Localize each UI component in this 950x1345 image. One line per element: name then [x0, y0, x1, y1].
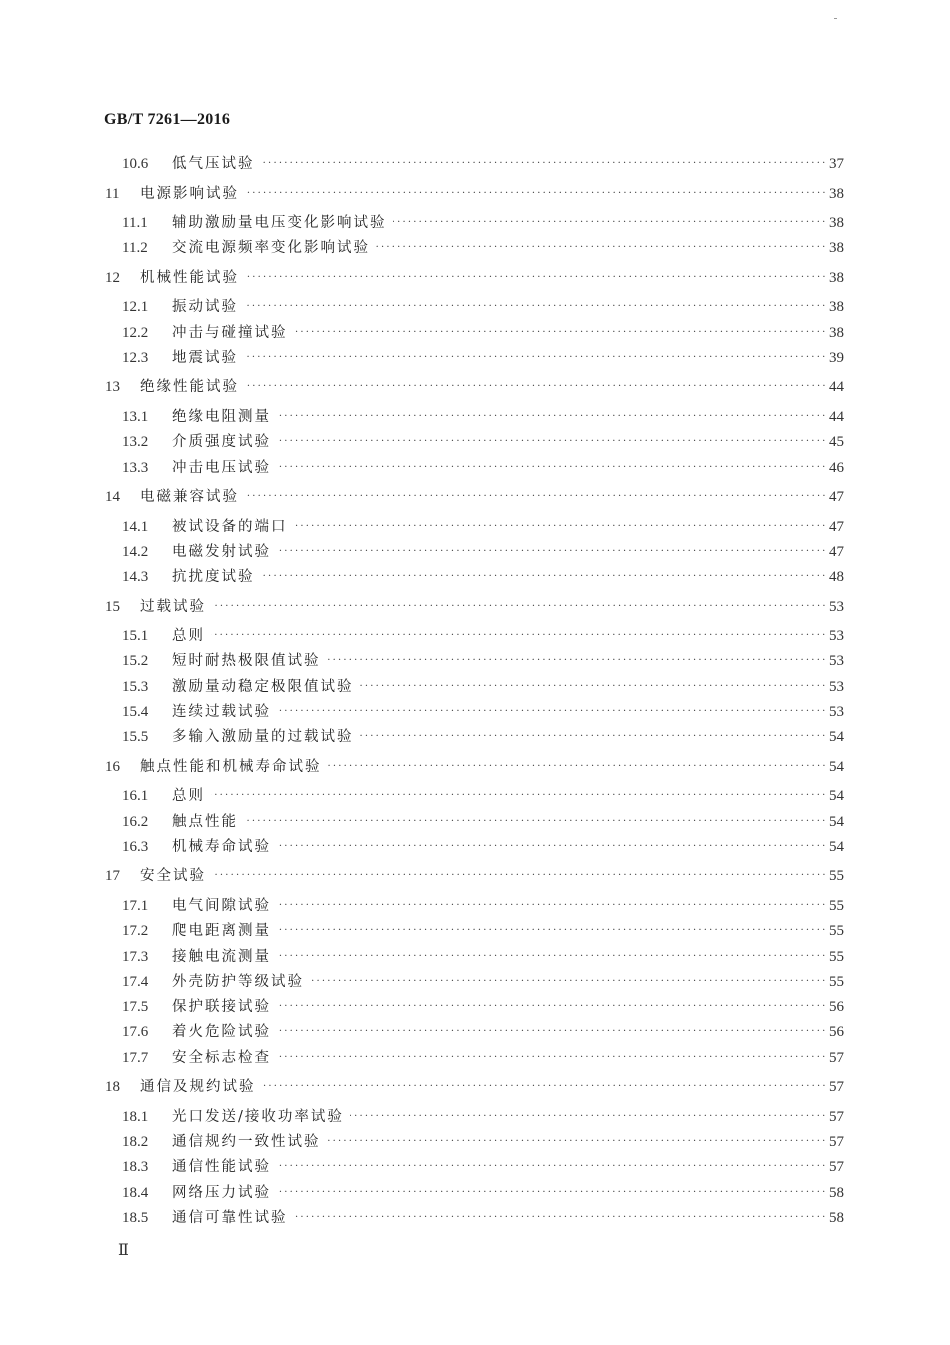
- toc-entry-page: 54: [829, 788, 844, 805]
- toc-entry-title: 爬电距离测量: [172, 919, 277, 943]
- toc-entry[interactable]: [0, 649, 950, 673]
- toc-entry-title: 冲击与碰撞试验: [172, 321, 294, 345]
- toc-entry-page: 58: [829, 1209, 844, 1226]
- toc-entry-number: 18.2: [122, 1134, 149, 1150]
- toc-leader-dots: [150, 595, 828, 619]
- toc-leader-dots: [182, 1020, 828, 1044]
- toc-entry-page: 46: [829, 459, 844, 476]
- toc-entry-number: 15.3: [122, 678, 149, 695]
- toc-entry-title: 安全试验: [140, 864, 212, 888]
- toc-entry-page: 38: [829, 215, 844, 231]
- toc-leader-dots: [182, 784, 828, 808]
- toc-entry[interactable]: [0, 1206, 950, 1230]
- toc-entry-title: 光口发送/接收功率试验: [172, 1105, 350, 1129]
- toc-entry-title: 着火危险试验: [172, 1020, 277, 1044]
- toc-entry[interactable]: [0, 485, 950, 509]
- toc-leader-dots: [182, 565, 828, 589]
- toc-entry-title: 通信可靠性试验: [172, 1206, 294, 1230]
- toc-entry-title: 触点性能和机械寿命试验: [140, 755, 328, 779]
- toc-entry-number: 12.3: [122, 349, 149, 366]
- toc-entry-number: 15.1: [122, 628, 149, 645]
- toc-leader-dots: [150, 485, 828, 509]
- toc-entry-title: 电源影响试验: [140, 182, 245, 206]
- toc-leader-dots: [182, 624, 828, 648]
- page-number: Ⅱ: [118, 1242, 129, 1259]
- toc-entry[interactable]: [0, 540, 950, 564]
- toc-entry[interactable]: [0, 565, 950, 589]
- toc-entry-number: 12.2: [122, 324, 149, 341]
- toc-entry-page: 54: [829, 758, 844, 775]
- toc-leader-dots: [182, 919, 828, 943]
- toc-leader-dots: [182, 835, 828, 859]
- toc-leader-dots: [182, 152, 828, 176]
- toc-entry-number: 11.2: [122, 240, 148, 257]
- toc-entry[interactable]: [0, 1046, 950, 1070]
- scan-mark: [834, 18, 837, 19]
- toc-entry[interactable]: [0, 430, 950, 454]
- toc-entry[interactable]: [0, 700, 950, 724]
- toc-entry-page: 57: [829, 1108, 844, 1125]
- toc-leader-dots: [150, 182, 828, 206]
- toc-entry-number: 14.1: [122, 518, 149, 535]
- toc-entry-page: 55: [829, 868, 844, 885]
- toc-leader-dots: [182, 995, 828, 1019]
- toc-entry[interactable]: [0, 375, 950, 399]
- toc-entry[interactable]: [0, 919, 950, 943]
- toc-entry[interactable]: [0, 894, 950, 918]
- toc-leader-dots: [182, 540, 828, 564]
- toc-entry-title: 低气压试验: [172, 152, 261, 176]
- toc-leader-dots: [182, 1046, 828, 1070]
- toc-entry-page: 56: [829, 999, 844, 1016]
- toc-entry-page: 44: [829, 408, 844, 425]
- toc-entry-number: 17.2: [122, 923, 149, 940]
- toc-entry-number: 17.3: [122, 948, 149, 965]
- toc-entry-page: 47: [829, 518, 844, 535]
- toc-entry-title: 冲击电压试验: [172, 456, 277, 480]
- toc-entry-page: 45: [829, 434, 844, 451]
- toc-entry-title: 绝缘性能试验: [140, 375, 245, 399]
- toc-entry-title: 抗扰度试验: [172, 565, 261, 589]
- toc-entry[interactable]: [0, 624, 950, 648]
- toc-entry-page: 38: [829, 324, 844, 341]
- toc-entry[interactable]: [0, 1155, 950, 1179]
- toc-entry-page: 47: [829, 543, 844, 560]
- toc-entry[interactable]: [0, 784, 950, 808]
- toc-entry-page: 53: [829, 598, 844, 615]
- toc-entry[interactable]: [0, 1105, 950, 1129]
- toc-entry-page: 57: [829, 1134, 844, 1150]
- toc-entry-page: 57: [829, 1049, 844, 1066]
- toc-entry-page: 55: [829, 897, 844, 914]
- toc-entry-page: 54: [829, 813, 844, 830]
- toc-entry-page: 38: [829, 240, 844, 257]
- toc-entry[interactable]: [0, 346, 950, 370]
- toc-entry-title: 绝缘电阻测量: [172, 405, 277, 429]
- toc-entry-title: 总则: [172, 624, 211, 648]
- toc-entry-page: 58: [829, 1184, 844, 1201]
- toc-entry-page: 53: [829, 628, 844, 645]
- toc-entry-title: 通信及规约试验: [140, 1075, 262, 1099]
- toc-entry-title: 总则: [172, 784, 211, 808]
- toc-entry-number: 16.3: [122, 838, 149, 855]
- toc-entry[interactable]: [0, 266, 950, 290]
- toc-entry-number: 13.2: [122, 434, 149, 451]
- toc-leader-dots: [150, 864, 828, 888]
- toc-entry-page: 53: [829, 678, 844, 695]
- toc-entry-number: 13.3: [122, 459, 149, 476]
- toc-entry-number: 15.5: [122, 729, 149, 746]
- toc-entry-title: 触点性能: [172, 810, 244, 834]
- toc-entry[interactable]: [0, 835, 950, 859]
- toc-entry-number: 17.7: [122, 1049, 149, 1066]
- toc-entry[interactable]: [0, 864, 950, 888]
- toc-entry-number: 11: [105, 185, 120, 202]
- toc-entry-number: 10.6: [122, 156, 149, 172]
- toc-entry-number: 14.3: [122, 569, 149, 586]
- toc-leader-dots: [182, 456, 828, 480]
- toc-entry-number: 18: [105, 1079, 120, 1096]
- toc-entry-page: 38: [829, 299, 844, 316]
- toc-entry-title: 安全标志检查: [172, 1046, 277, 1070]
- toc-entry-title: 接触电流测量: [172, 945, 277, 969]
- toc-entry[interactable]: [0, 211, 950, 235]
- toc-entry-title: 机械性能试验: [140, 266, 245, 290]
- toc-leader-dots: [182, 346, 828, 370]
- toc-entry[interactable]: [0, 152, 950, 176]
- toc-entry-page: 44: [829, 379, 844, 396]
- toc-entry[interactable]: [0, 945, 950, 969]
- toc-leader-dots: [182, 405, 828, 429]
- toc-entry[interactable]: [0, 515, 950, 539]
- toc-entry-number: 16.1: [122, 788, 149, 805]
- toc-entry-number: 17.5: [122, 999, 149, 1016]
- toc-entry-page: 47: [829, 489, 844, 505]
- toc-entry[interactable]: [0, 675, 950, 699]
- toc-entry[interactable]: [0, 236, 950, 260]
- toc-entry-title: 电磁发射试验: [172, 540, 277, 564]
- toc-entry[interactable]: [0, 1130, 950, 1154]
- toc-entry-title: 交流电源频率变化影响试验: [172, 236, 376, 260]
- toc-entry[interactable]: [0, 995, 950, 1019]
- toc-entry-page: 54: [829, 838, 844, 855]
- toc-entry-title: 连续过载试验: [172, 700, 277, 724]
- toc-leader-dots: [150, 266, 828, 290]
- toc-entry-page: 55: [829, 923, 844, 940]
- toc-leader-dots: [182, 1155, 828, 1179]
- toc-entry-page: 57: [829, 1159, 844, 1176]
- toc-entry-page: 53: [829, 704, 844, 720]
- toc-leader-dots: [150, 375, 828, 399]
- toc-leader-dots: [182, 894, 828, 918]
- toc-entry-number: 11.1: [122, 215, 148, 231]
- toc-entry-number: 16: [105, 758, 120, 775]
- toc-entry-number: 16.2: [122, 813, 149, 830]
- toc-entry-number: 17.4: [122, 973, 149, 990]
- toc-leader-dots: [182, 700, 828, 724]
- toc-entry-page: 53: [829, 653, 844, 670]
- toc-entry-number: 18.1: [122, 1108, 149, 1125]
- toc-entry-number: 12.1: [122, 299, 149, 316]
- toc-leader-dots: [182, 945, 828, 969]
- toc-leader-dots: [182, 295, 828, 319]
- toc-entry-page: 55: [829, 973, 844, 990]
- toc-entry-title: 通信规约一致性试验: [172, 1130, 327, 1154]
- toc-entry-title: 通信性能试验: [172, 1155, 277, 1179]
- toc-entry-title: 机械寿命试验: [172, 835, 277, 859]
- toc-entry[interactable]: [0, 295, 950, 319]
- toc-entry-number: 13.1: [122, 408, 149, 425]
- toc-entry[interactable]: [0, 1075, 950, 1099]
- toc-entry-title: 网络压力试验: [172, 1181, 277, 1205]
- toc-entry[interactable]: [0, 810, 950, 834]
- toc-entry-number: 12: [105, 269, 120, 286]
- toc-entry-page: 55: [829, 948, 844, 965]
- toc-entry[interactable]: [0, 595, 950, 619]
- toc-entry[interactable]: [0, 456, 950, 480]
- toc-entry-page: 57: [829, 1079, 844, 1096]
- toc-entry-title: 介质强度试验: [172, 430, 277, 454]
- toc-leader-dots: [182, 810, 828, 834]
- document-code: GB/T 7261—2016: [104, 111, 231, 128]
- toc-entry-number: 15: [105, 598, 120, 615]
- toc-entry-title: 电磁兼容试验: [140, 485, 245, 509]
- toc-entry-title: 短时耐热极限值试验: [172, 649, 327, 673]
- toc-entry-title: 外壳防护等级试验: [172, 970, 310, 994]
- toc-leader-dots: [182, 430, 828, 454]
- toc-entry[interactable]: [0, 182, 950, 206]
- toc-entry-number: 14.2: [122, 543, 149, 560]
- toc-entry-title: 激励量动稳定极限值试验: [172, 675, 360, 699]
- toc-entry-page: 37: [829, 156, 844, 172]
- toc-entry[interactable]: [0, 405, 950, 429]
- toc-entry-number: 18.4: [122, 1184, 149, 1201]
- toc-entry[interactable]: [0, 755, 950, 779]
- toc-entry-number: 17.6: [122, 1024, 149, 1041]
- toc-entry-title: 振动试验: [172, 295, 244, 319]
- toc-entry[interactable]: [0, 725, 950, 749]
- toc-entry-page: 38: [829, 269, 844, 286]
- toc-entry[interactable]: [0, 321, 950, 345]
- toc-entry-number: 14: [105, 489, 120, 505]
- toc-entry[interactable]: [0, 1020, 950, 1044]
- toc-entry-title: 保护联接试验: [172, 995, 277, 1019]
- toc-entry-number: 15.2: [122, 653, 149, 670]
- toc-entry-title: 辅助激励量电压变化影响试验: [172, 211, 393, 235]
- toc-entry-title: 地震试验: [172, 346, 244, 370]
- toc-entry[interactable]: [0, 1181, 950, 1205]
- toc-entry-number: 18.3: [122, 1159, 149, 1176]
- toc-entry-page: 48: [829, 569, 844, 586]
- toc-entry-number: 15.4: [122, 704, 149, 720]
- toc-entry-number: 13: [105, 379, 120, 396]
- toc-entry-title: 被试设备的端口: [172, 515, 294, 539]
- toc-leader-dots: [182, 1181, 828, 1205]
- toc-entry-page: 39: [829, 349, 844, 366]
- toc-entry-page: 54: [829, 729, 844, 746]
- toc-entry-title: 过载试验: [140, 595, 212, 619]
- toc-entry-title: 电气间隙试验: [172, 894, 277, 918]
- toc-entry-number: 18.5: [122, 1209, 149, 1226]
- toc-entry[interactable]: [0, 970, 950, 994]
- toc-entry-page: 56: [829, 1024, 844, 1041]
- toc-entry-number: 17: [105, 868, 120, 885]
- toc-entry-title: 多输入激励量的过载试验: [172, 725, 360, 749]
- toc-entry-number: 17.1: [122, 897, 149, 914]
- toc-entry-page: 38: [829, 185, 844, 202]
